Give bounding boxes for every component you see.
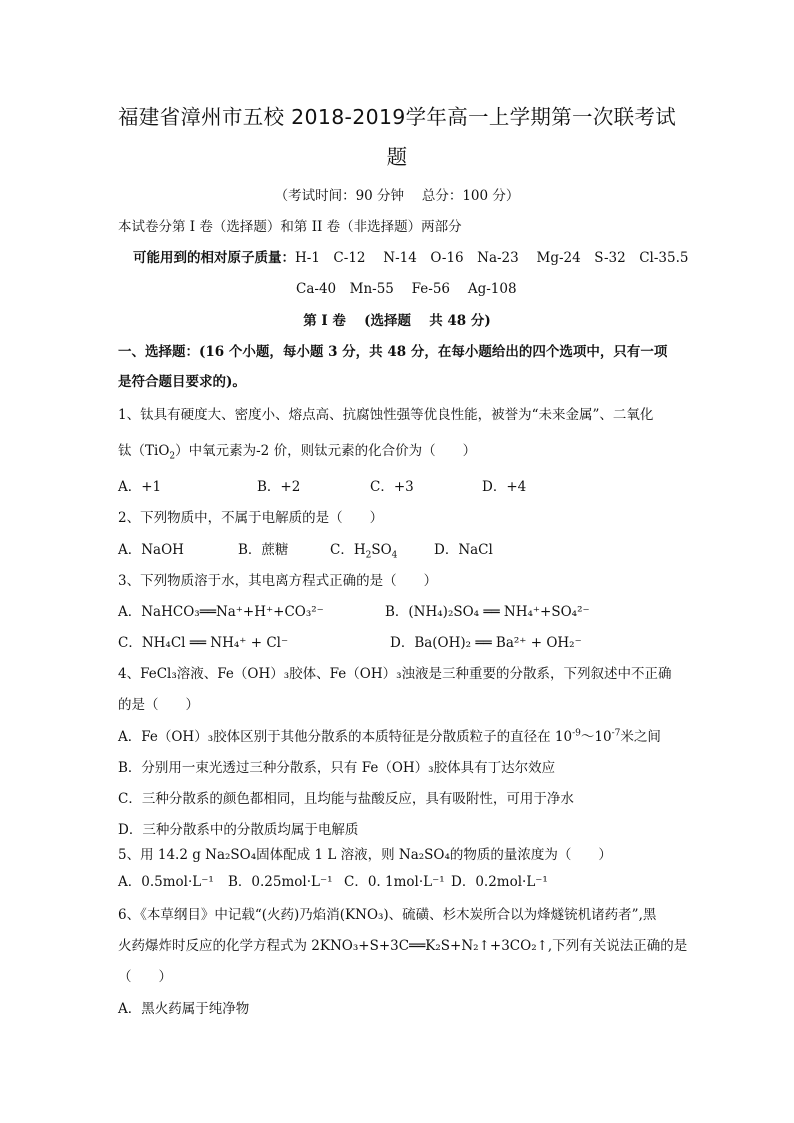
question-1-option-d: D．+4: [482, 479, 527, 495]
exam-info: （考试时间：90 分钟 总分：100 分）: [274, 188, 520, 204]
question-2-option-d: D．NaCl: [434, 542, 493, 558]
question-5-option-b: B．0.25mol·L⁻¹: [228, 874, 333, 890]
question-4-line1: 4、FeCl₃溶液、Fe（OH）₃胶体、Fe（OH）₃浊液是三种重要的分散系，下列叙述中不正确: [118, 666, 672, 682]
question-1-option-c: C．+3: [370, 479, 414, 495]
atomic-masses-label: 可能用到的相对原子质量：: [133, 250, 295, 266]
question-2-option-c: C．$H_2SO_4$: [330, 542, 398, 561]
question-3-option-d: D．Ba(OH)₂ ══ Ba²⁺ + OH₂⁻: [390, 635, 582, 651]
question-1-line1: 1、钛具有硬度大、密度小、熔点高、抗腐蚀性强等优良性能，被誉为“未来金属”、二氧化: [118, 407, 654, 423]
question-2-option-b: B．蔗糖: [238, 542, 289, 558]
document-title-line1: 福建省漳州市五校 2018-2019学年高一上学期第一次联考试: [117, 105, 677, 129]
question-4-option-b: B．分别用一束光透过三种分散系，只有 Fe（OH）₃胶体具有丁达尔效应: [118, 760, 556, 776]
question-4-line2: 的是（ ）: [118, 697, 199, 713]
section-instruction-line2: 是符合题目要求的)。: [118, 374, 246, 390]
question-3-option-b: B．(NH₄)₂SO₄ ══ NH₄⁺+SO₄²⁻: [385, 604, 590, 620]
atomic-masses-values1: H-1 C-12 N-14 O-16 Na-23 Mg-24 S-32 Cl-35.5: [295, 250, 689, 266]
question-5-stem: 5、用 14.2 g Na₂SO₄固体配成 1 L 溶液，则 Na₂SO₄的物质的量浓度为（ ）: [118, 847, 612, 863]
section-instruction-line1: 一、选择题：(16 个小题，每小题 3 分，共 48 分，在每小题给出的四个选项中，只有一项: [118, 344, 668, 360]
document-title-line2: 题: [386, 145, 408, 169]
paper-composition: 本试卷分第 I 卷（选择题）和第 II 卷（非选择题）两部分: [118, 219, 462, 235]
question-3-option-c: C．NH₄Cl ══ NH₄⁺ + Cl⁻: [118, 635, 289, 651]
question-3-option-a: A．NaHCO₃══Na⁺+H⁺+CO₃²⁻: [118, 604, 324, 620]
atomic-masses-line2: Ca-40 Mn-55 Fe-56 Ag-108: [296, 281, 517, 297]
question-2-option-a: A．NaOH: [118, 542, 184, 558]
question-4-option-d: D．三种分散系中的分散质均属于电解质: [118, 822, 359, 838]
question-6-line1: 6、《本草纲目》中记载“(火药)乃焰消(KNO₃)、硫磺、杉木炭所合以为烽燧铳机诸药者”,黑: [118, 907, 657, 923]
question-2-stem: 2、下列物质中，不属于电解质的是（ ）: [118, 510, 384, 526]
question-3-stem: 3、下列物质溶于水，其电离方程式正确的是（ ）: [118, 573, 438, 589]
question-6-option-a: A．黑火药属于纯净物: [118, 1001, 250, 1017]
question-4-option-a: A．Fe（OH）₃胶体区别于其他分散系的本质特征是分散质粒子的直径在 $10^{-9}\sim 10^{-7}$米之间: [118, 728, 661, 745]
question-5-option-d: D．0.2mol·L⁻¹: [451, 874, 548, 890]
question-5-option-a: A．0.5mol·L⁻¹: [118, 874, 214, 890]
question-5-option-c: C．0. 1mol·L⁻¹: [344, 874, 445, 890]
question-1-option-b: B．+2: [257, 479, 301, 495]
question-4-option-c: C．三种分散系的颜色都相同，且均能与盐酸反应，具有吸附性，可用于净水: [118, 791, 574, 807]
question-6-line2: 火药爆炸时反应的化学方程式为 2KNO₃+S+3C══K₂S+N₂↑+3CO₂↑,下列有关说法正确的是: [118, 938, 688, 954]
question-1-line2: 钛（TiO$_2$）中氧元素为-2 价，则钛元素的化合价为（ ）: [118, 443, 477, 462]
question-1-option-a: A．+1: [118, 479, 162, 495]
question-6-line3: （ ）: [118, 969, 172, 985]
section-title: 第 I 卷 (选择题 共 48 分): [303, 313, 491, 329]
atomic-masses-line1: [133, 249, 688, 267]
